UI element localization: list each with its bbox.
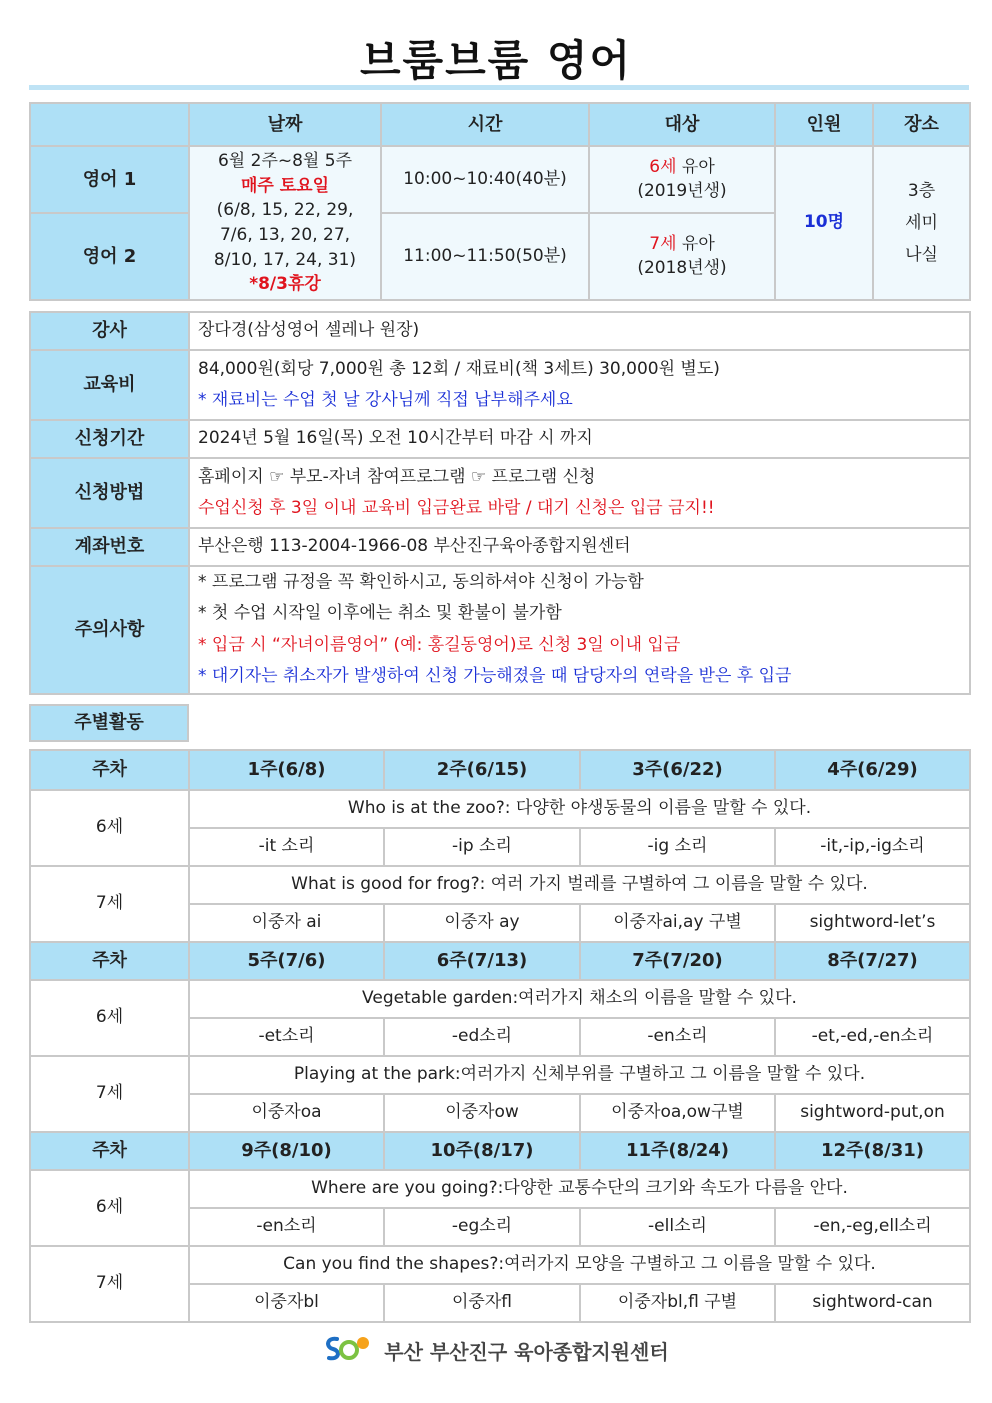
activity-item: 이중자 ay bbox=[384, 904, 580, 942]
schedule-header-blank bbox=[30, 103, 189, 146]
instructor-value: 장다경(삼성영어 셀레나 원장) bbox=[189, 312, 970, 350]
activity-item: sightword-let’s bbox=[775, 904, 970, 942]
schedule-header-date: 날짜 bbox=[189, 103, 381, 146]
date-list-2: 7/6, 13, 20, 27, bbox=[219, 225, 351, 245]
activity-item: 이중자fl bbox=[384, 1284, 580, 1322]
date-holiday: *8/3휴강 bbox=[249, 274, 321, 295]
date-list-1: (6/8, 15, 22, 29, bbox=[216, 200, 354, 221]
footer bbox=[0, 1333, 992, 1368]
activity-topic: Can you find the shapes?:여러가지 모양을 구별하고 그 이름을 말할 수 있다. bbox=[189, 1246, 970, 1284]
week-header: 4주(6/29) bbox=[775, 750, 970, 790]
title-underline bbox=[29, 85, 969, 90]
class2-name: 영어 2 bbox=[30, 213, 189, 300]
week-header: 10주(8/17) bbox=[384, 1132, 580, 1170]
activity-item: 이중자ai,ay 구별 bbox=[580, 904, 775, 942]
activity-item: -it 소리 bbox=[189, 828, 384, 866]
activity-item: -ell소리 bbox=[580, 1208, 775, 1246]
center-logo-icon bbox=[323, 1333, 371, 1368]
age-label: 7세 bbox=[30, 1056, 189, 1132]
activity-item: 이중자bl bbox=[189, 1284, 384, 1322]
week-header: 5주(7/6) bbox=[189, 942, 384, 980]
week-header-label: 주차 bbox=[30, 1132, 189, 1170]
activity-item: 이중자ow bbox=[384, 1094, 580, 1132]
week-header-label: 주차 bbox=[30, 750, 189, 790]
note-item: * 입금 시 “자녀이름영어” (예: 홍길동영어)로 신청 3일 이내 입금 bbox=[198, 634, 681, 655]
activity-item: -en소리 bbox=[189, 1208, 384, 1246]
week-header: 6주(7/13) bbox=[384, 942, 580, 980]
fee-value: 84,000원(회당 7,000원 총 12회 / 재료비(책 3세트) 30,000원 별도) bbox=[198, 359, 720, 380]
activity-item: -eg소리 bbox=[384, 1208, 580, 1246]
method-note: 수업신청 후 3일 이내 교육비 입금완료 바람 / 대기 신청은 입금 금지!! bbox=[198, 498, 715, 518]
activity-item: -et,-ed,-en소리 bbox=[775, 1018, 970, 1056]
activity-item: -ig 소리 bbox=[580, 828, 775, 866]
schedule-dates bbox=[189, 146, 381, 300]
age-label: 6세 bbox=[30, 790, 189, 866]
account-label: 계좌번호 bbox=[30, 528, 189, 566]
info-table bbox=[29, 311, 971, 695]
place-line-1: 3층 bbox=[907, 180, 936, 201]
fee-cell bbox=[189, 350, 970, 420]
week-header: 11주(8/24) bbox=[580, 1132, 775, 1170]
fee-label: 교육비 bbox=[30, 350, 189, 420]
class2-birth: (2018년생) bbox=[637, 257, 727, 278]
age-label: 6세 bbox=[30, 980, 189, 1056]
method-cell bbox=[189, 458, 970, 528]
week-header-label: 주차 bbox=[30, 942, 189, 980]
footer-text: 부산 부산진구 육아종합지원센터 bbox=[384, 1340, 669, 1364]
week-header: 3주(6/22) bbox=[580, 750, 775, 790]
week-header: 12주(8/31) bbox=[775, 1132, 970, 1170]
class1-age-suffix: 유아 bbox=[676, 156, 715, 177]
weekly-table bbox=[29, 749, 971, 1323]
age-label: 6세 bbox=[30, 1170, 189, 1246]
activity-topic: Who is at the zoo?: 다양한 야생동물의 이름을 말할 수 있다. bbox=[189, 790, 970, 828]
schedule-header-time: 시간 bbox=[381, 103, 589, 146]
place-line-3: 나실 bbox=[905, 245, 938, 266]
activity-item: -it,-ip,-ig소리 bbox=[775, 828, 970, 866]
activity-item: -et소리 bbox=[189, 1018, 384, 1056]
date-list-3: 8/10, 17, 24, 31) bbox=[213, 249, 357, 270]
age-label: 7세 bbox=[30, 866, 189, 942]
note-item: * 첫 수업 시작일 이후에는 취소 및 환불이 불가함 bbox=[198, 603, 562, 624]
note-item: * 프로그램 규정을 꼭 확인하시고, 동의하셔야 신청이 가능함 bbox=[198, 572, 644, 592]
age-label: 7세 bbox=[30, 1246, 189, 1322]
notes-label: 주의사항 bbox=[30, 566, 189, 694]
class1-name: 영어 1 bbox=[30, 146, 189, 213]
weekly-label-table bbox=[29, 704, 189, 742]
week-header: 7주(7/20) bbox=[580, 942, 775, 980]
activity-topic: Playing at the park:여러가지 신체부위를 구별하고 그 이름을 말할 수 있다. bbox=[189, 1056, 970, 1094]
page-title: 브룸브룸 영어 bbox=[359, 36, 633, 85]
activity-item: -ed소리 bbox=[384, 1018, 580, 1056]
class1-age: 6세 bbox=[649, 156, 677, 177]
place-line-2: 세미 bbox=[905, 212, 938, 233]
schedule-header-place: 장소 bbox=[873, 103, 970, 146]
activity-topic: Where are you going?:다양한 교통수단의 크기와 속도가 다름을 안다. bbox=[189, 1170, 970, 1208]
account-value: 부산은행 113-2004-1966-08 부산진구육아종합지원센터 bbox=[189, 528, 970, 566]
activity-topic: Vegetable garden:여러가지 채소의 이름을 말할 수 있다. bbox=[189, 980, 970, 1018]
activity-topic: What is good for frog?: 여러 가지 벌레를 구별하여 그 이름을 말할 수 있다. bbox=[189, 866, 970, 904]
activity-item: sightword-put,on bbox=[775, 1094, 970, 1132]
activity-item: -en소리 bbox=[580, 1018, 775, 1056]
notes-cell bbox=[189, 566, 970, 694]
class2-age: 7세 bbox=[649, 233, 677, 254]
week-header: 2주(6/15) bbox=[384, 750, 580, 790]
activity-item: 이중자oa bbox=[189, 1094, 384, 1132]
period-value: 2024년 5월 16일(목) 오전 10시간부터 마감 시 까지 bbox=[189, 420, 970, 458]
week-header: 8주(7/27) bbox=[775, 942, 970, 980]
date-weekday: 매주 토요일 bbox=[240, 175, 330, 196]
class1-birth: (2019년생) bbox=[637, 180, 727, 201]
method-label: 신청방법 bbox=[30, 458, 189, 528]
class2-age-suffix: 유아 bbox=[676, 233, 715, 254]
schedule-header-capacity: 인원 bbox=[775, 103, 873, 146]
activity-item: 이중자oa,ow구별 bbox=[580, 1094, 775, 1132]
period-label: 신청기간 bbox=[30, 420, 189, 458]
week-header: 9주(8/10) bbox=[189, 1132, 384, 1170]
date-range: 6월 2주~8월 5주 bbox=[217, 151, 352, 172]
schedule-table bbox=[29, 102, 971, 301]
class2-time: 11:00~11:50(50분) bbox=[381, 213, 589, 300]
class2-target bbox=[589, 213, 775, 300]
method-value: 홈페이지 ☞ 부모-자녀 참여프로그램 ☞ 프로그램 신청 bbox=[198, 467, 596, 488]
week-header: 1주(6/8) bbox=[189, 750, 384, 790]
place bbox=[873, 146, 970, 300]
note-item: * 대기자는 취소자가 발생하여 신청 가능해졌을 때 담당자의 연락을 받은 후 입금 bbox=[198, 666, 792, 687]
instructor-label: 강사 bbox=[30, 312, 189, 350]
fee-note: * 재료비는 수업 첫 날 강사님께 직접 납부해주세요 bbox=[198, 390, 573, 410]
activity-item: sightword-can bbox=[775, 1284, 970, 1322]
class1-target bbox=[589, 146, 775, 213]
activity-item: 이중자bl,fl 구별 bbox=[580, 1284, 775, 1322]
activity-item: -ip 소리 bbox=[384, 828, 580, 866]
capacity: 10명 bbox=[775, 146, 873, 300]
class1-time: 10:00~10:40(40분) bbox=[381, 146, 589, 213]
activity-item: -en,-eg,ell소리 bbox=[775, 1208, 970, 1246]
activity-item: 이중자 ai bbox=[189, 904, 384, 942]
weekly-label: 주별활동 bbox=[30, 705, 188, 741]
schedule-header-target: 대상 bbox=[589, 103, 775, 146]
